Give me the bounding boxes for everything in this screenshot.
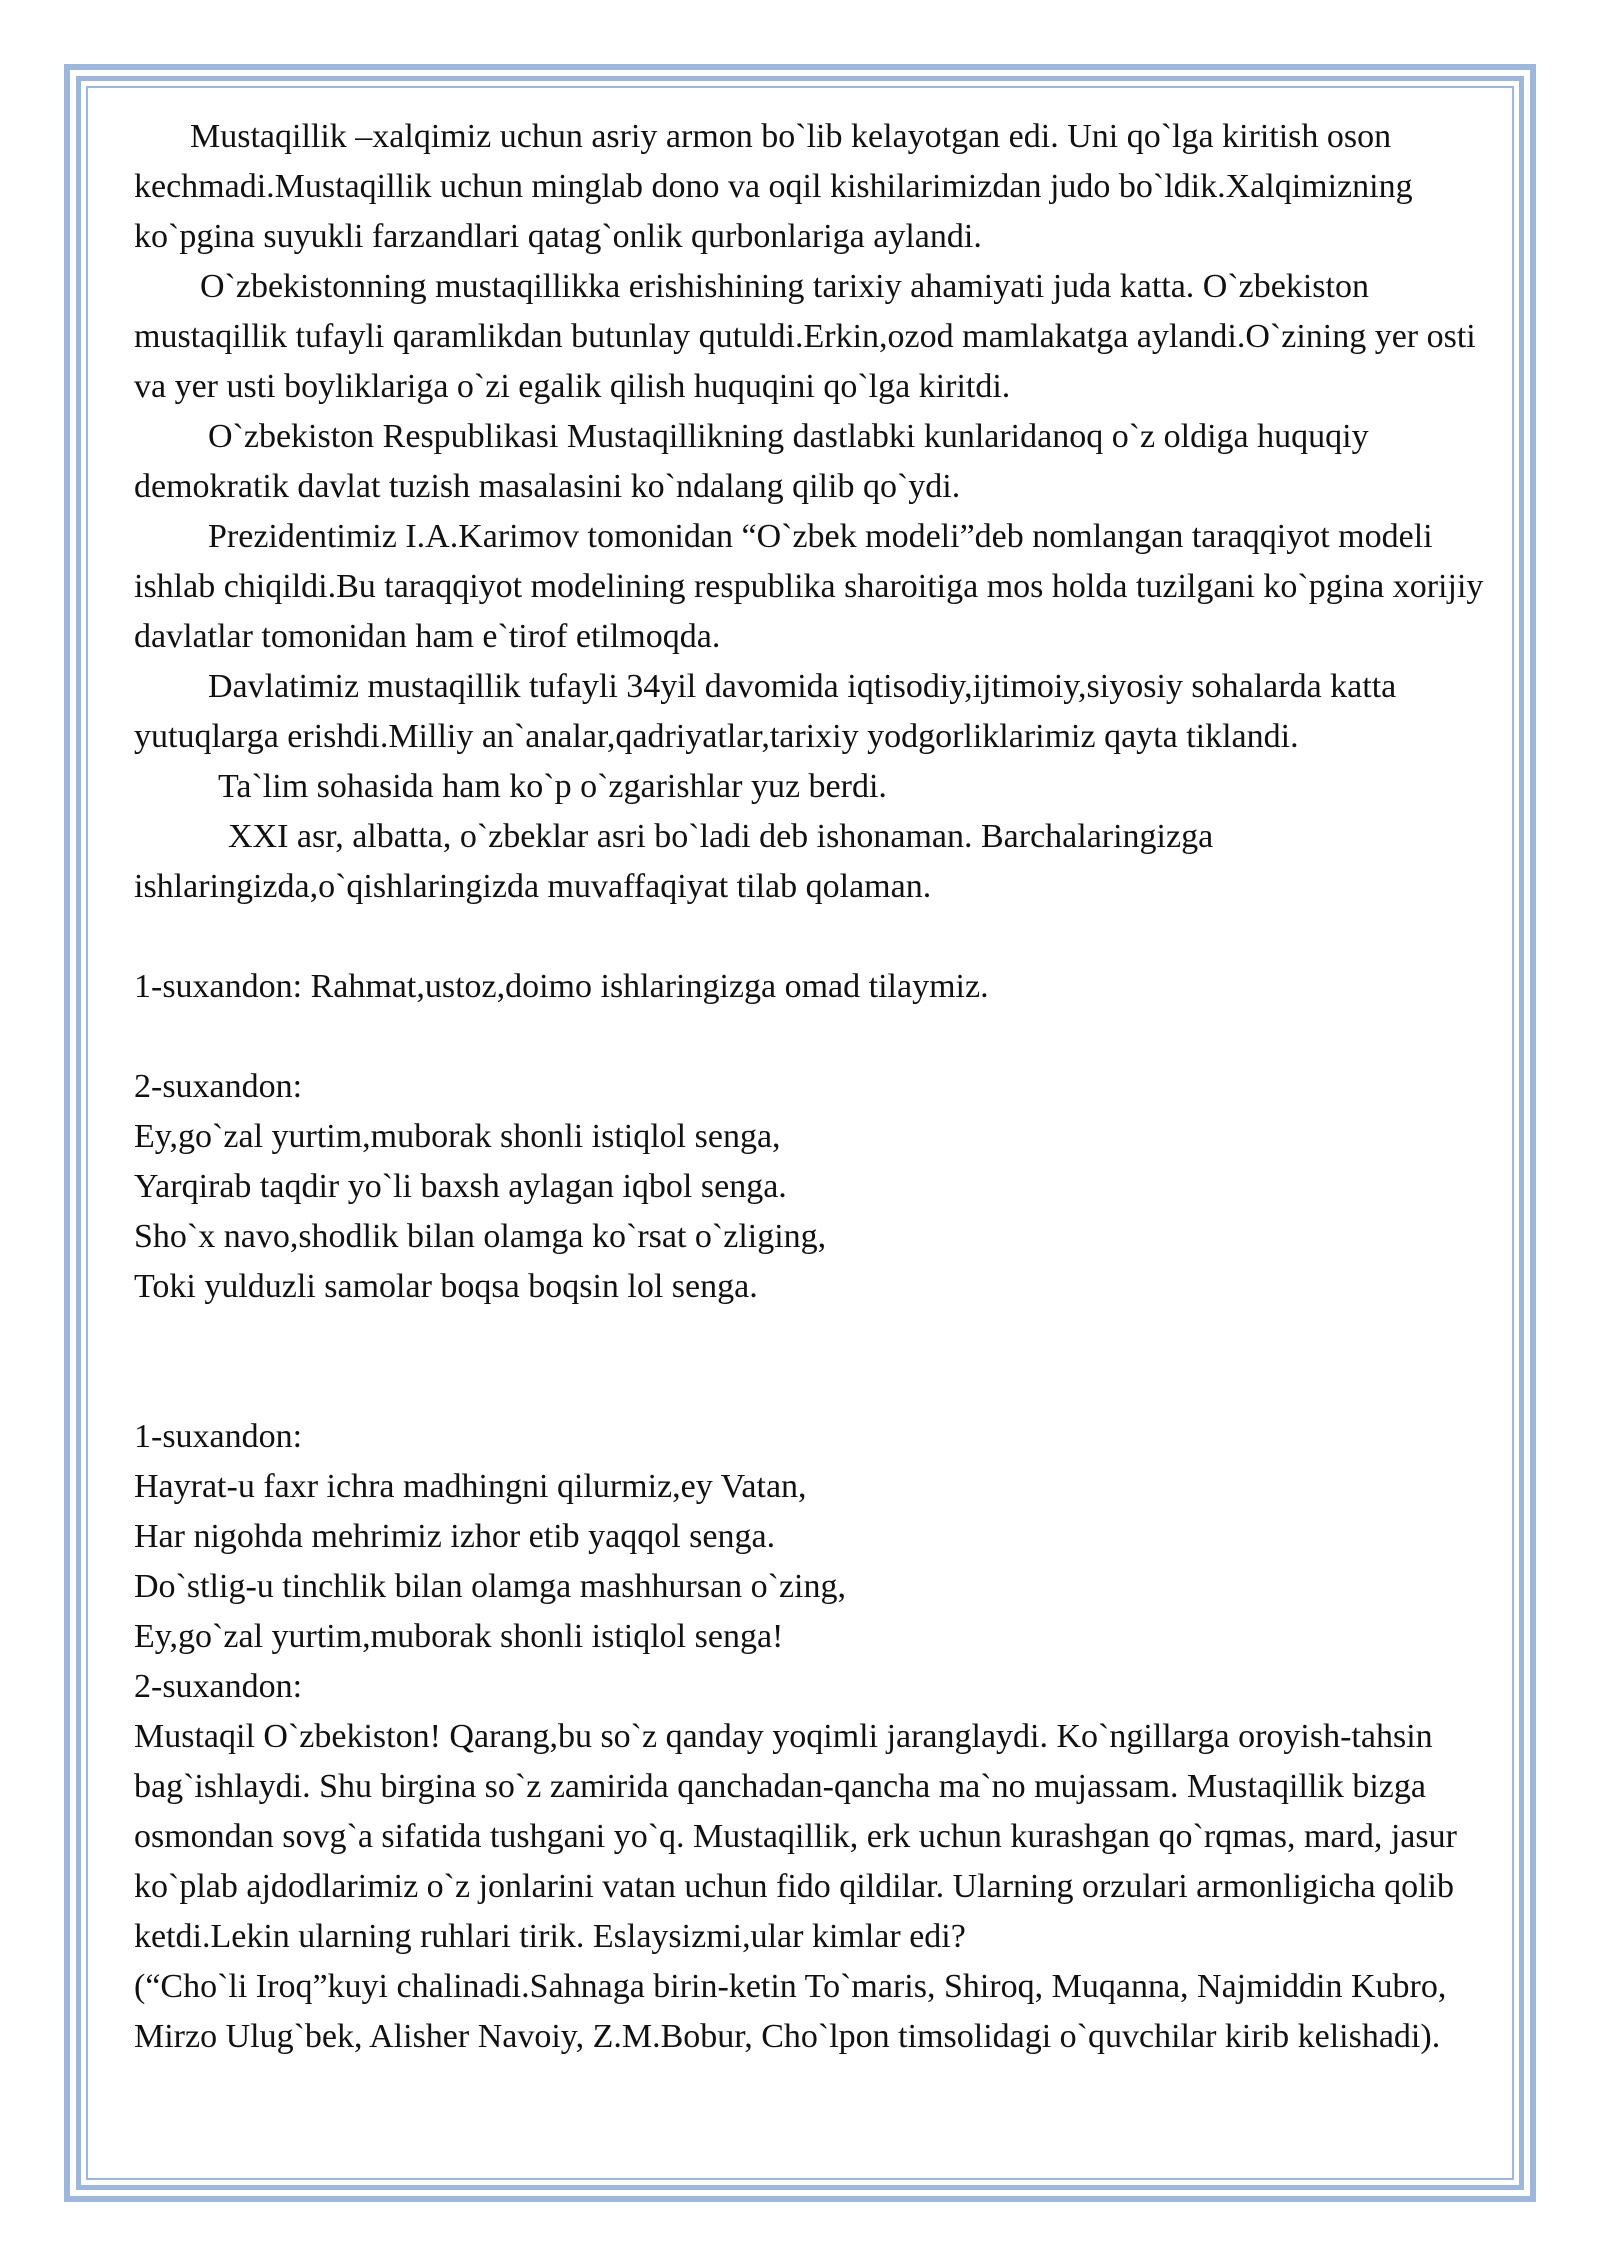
poem-2-line: Hayrat-u faxr ichra madhingni qilurmiz,ey Vatan, (134, 1468, 807, 1505)
poem-1-line: Toki yulduzli samolar boqsa boqsin lol senga. (134, 1268, 758, 1305)
poem-1-line: Sho`x navo,shodlik bilan olamga ko`rsat o`zliging, (134, 1218, 827, 1255)
document-body (134, 112, 1514, 2062)
speaker-1-label: 1-suxandon: (134, 1418, 303, 1455)
poem-2-line: Har nigohda mehrimiz izhor etib yaqqol senga. (134, 1518, 776, 1555)
speaker-1-reply: 1-suxandon: Rahmat,ustoz,doimo ishlaringizga omad tilaymiz. (134, 968, 989, 1005)
paragraph-intro: Mustaqillik –xalqimiz uchun asriy armon bo`lib kelayotgan edi. Uni qo`lga kiritish oson kechmadi.Mustaqillik uchun minglab dono va oqil kishilarimizdan judo bo`ldik.Xalqimizning ko`pgina suyukli farzandlari qatag`onlik qurbonlariga aylandi. (134, 118, 1413, 255)
paragraph-achievements: Davlatimiz mustaqillik tufayli 34yil davomida iqtisodiy,ijtimoiy,siyosiy sohalarda katta yutuqlarga erishdi.Milliy an`analar,qadriyatlar,tarixiy yodgorliklarimiz qayta tiklandi. (134, 668, 1397, 755)
spacer (134, 912, 1514, 962)
poem-2-line: Ey,go`zal yurtim,muborak shonli istiqlol senga! (134, 1618, 784, 1655)
paragraph-model: Prezidentimiz I.A.Karimov tomonidan “O`zbek modeli”deb nomlangan taraqqiyot modeli ishlab chiqildi.Bu taraqqiyot modelining respublika sharoitiga mos holda tuzilgani ko`pgina xorijiy davlatlar tomonidan ham e`tirof etilmoqda. (134, 518, 1484, 655)
poem-1-line: Yarqirab taqdir yo`li baxsh aylagan iqbol senga. (134, 1168, 787, 1205)
stage-direction: (“Cho`li Iroq”kuyi chalinadi.Sahnaga birin-ketin To`maris, Shiroq, Muqanna, Najmiddin Kubro, Mirzo Ulug`bek, Alisher Navoiy, Z.M.Bobur, Cho`lpon timsolidagi o`quvchilar kirib kelishadi). (134, 1968, 1447, 2055)
speaker-2-label: 2-suxandon: (134, 1068, 303, 1105)
paragraph-wishes: XXI asr, albatta, o`zbeklar asri bo`ladi deb ishonaman. Barchalaringizga ishlaringizda,o`qishlaringizda muvaffaqiyat tilab qolaman. (134, 818, 1214, 905)
poem-2-line: Do`stlig-u tinchlik bilan olamga mashhursan o`zing, (134, 1568, 846, 1605)
speaker-2-label-second: 2-suxandon: (134, 1668, 303, 1705)
paragraph-democracy: O`zbekiston Respublikasi Mustaqillikning dastlabki kunlaridanoq o`z oldiga huquqiy demokratik davlat tuzish masalasini ko`ndalang qilib qo`ydi. (134, 418, 1369, 505)
closing-paragraph: Mustaqil O`zbekiston! Qarang,bu so`z qanday yoqimli jaranglaydi. Ko`ngillarga oroyish-tahsin bag`ishlaydi. Shu birgina so`z zamirida qanchadan-qancha ma`no mujassam. Mustaqillik bizga osmondan sovg`a sifatida tushgani yo`q. Mustaqillik, erk uchun kurashgan qo`rqmas, mard, jasur ko`plab ajdodlarimiz o`z jonlarini vatan uchun fido qildilar. Ularning orzulari armonligicha qolib ketdi.Lekin ularning ruhlari tirik. Eslaysizmi,ular kimlar edi? (134, 1718, 1457, 1955)
paragraph-education: Ta`lim sohasida ham ko`p o`zgarishlar yuz berdi. (218, 768, 887, 805)
paragraph-significance: O`zbekistonning mustaqillikka erishishining tarixiy ahamiyati juda katta. O`zbekiston mustaqillik tufayli qaramlikdan butunlay qutuldi.Erkin,ozod mamlakatga aylandi.O`zining yer osti va yer usti boyliklariga o`zi egalik qilish huquqini qo`lga kiritdi. (134, 268, 1476, 405)
spacer (134, 1312, 1514, 1412)
poem-1-line: Ey,go`zal yurtim,muborak shonli istiqlol senga, (134, 1118, 781, 1155)
spacer (134, 1012, 1514, 1062)
